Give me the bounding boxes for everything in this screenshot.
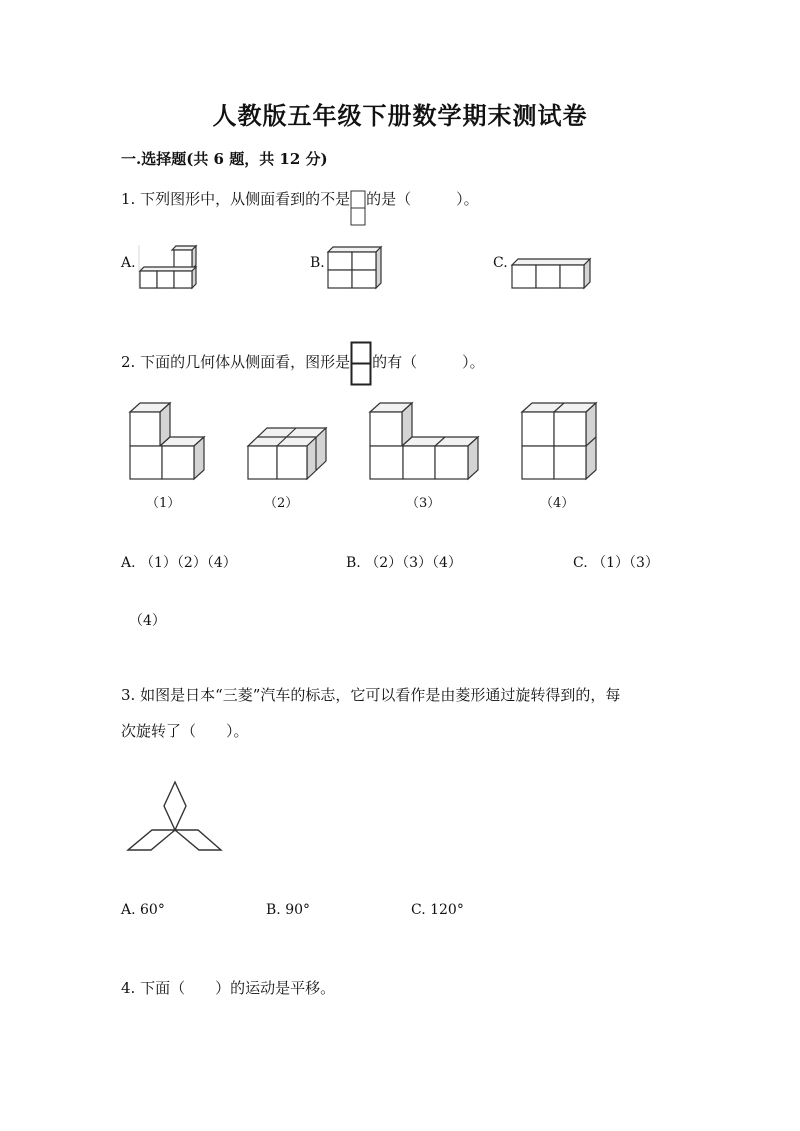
q1-option-b-figure xyxy=(326,246,384,290)
question-1-text-tail: 的是（ ）。 xyxy=(366,190,479,208)
q2-caption-1: （1） xyxy=(146,496,181,511)
question-3-line-1: 3. 如图是日本“三菱”汽车的标志，它可以看作是由菱形通过旋转得到的，每 xyxy=(121,686,621,704)
two-square-icon xyxy=(350,190,366,226)
question-2 xyxy=(121,341,485,387)
q2-option-c-continued: （4） xyxy=(129,613,166,629)
q2-option-c: C. （1）（3） xyxy=(573,555,659,571)
page-title: 人教版五年级下册数学期末测试卷 xyxy=(212,101,588,130)
question-4: 4. 下面（ ）的运动是平移。 xyxy=(121,979,336,997)
q2-option-b: B. （2）（3）（4） xyxy=(346,555,462,571)
q3-option-b: B. 90° xyxy=(266,902,311,918)
q1-option-c-label: C. xyxy=(493,255,508,271)
two-square-bold-icon xyxy=(350,341,372,387)
q2-caption-2: （2） xyxy=(264,496,299,511)
mitsubishi-logo-figure xyxy=(125,780,225,854)
section-heading: 一.选择题(共 6 题，共 12 分) xyxy=(121,150,328,168)
q1-option-b-label: B. xyxy=(310,255,325,271)
question-2-text-tail: 的有（ ）。 xyxy=(372,353,485,371)
q2-figure-4 xyxy=(520,402,600,482)
q2-option-a: A. （1）（2）（4） xyxy=(121,555,237,571)
q1-option-a-label: A. xyxy=(121,255,136,271)
question-1 xyxy=(121,188,479,226)
q2-figure-1 xyxy=(128,402,210,482)
question-2-text: 2. 下面的几何体从侧面看，图形是 xyxy=(121,353,351,371)
q2-figure-2 xyxy=(246,426,332,482)
q2-caption-3: （3） xyxy=(406,496,441,511)
q2-figure-3 xyxy=(368,402,482,482)
question-3-line-2: 次旋转了（ ）。 xyxy=(121,722,249,740)
q3-option-a: A. 60° xyxy=(121,902,165,918)
q2-caption-4: （4） xyxy=(540,496,575,511)
question-1-text: 1. 下列图形中，从侧面看到的不是 xyxy=(121,190,351,208)
q3-option-c: C. 120° xyxy=(411,902,464,918)
q1-option-c-figure xyxy=(510,258,592,290)
q1-option-a-figure xyxy=(138,245,198,290)
